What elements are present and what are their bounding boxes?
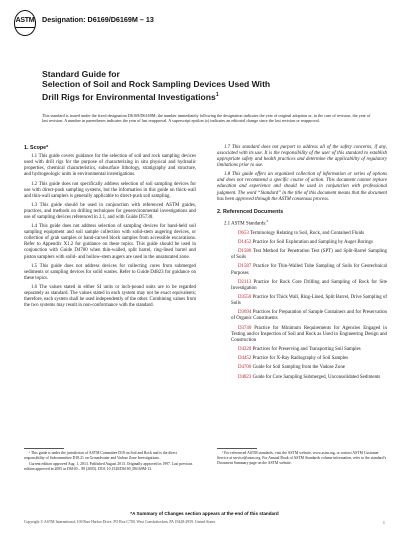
reference-item <box>217 295 387 307</box>
astm-logo <box>14 10 36 36</box>
title-block <box>42 69 372 102</box>
left-column <box>24 145 196 312</box>
reference-title: Practices for Preparation of Sample Containers and for Preservation of Organic Constituents <box>231 310 387 322</box>
reference-item <box>217 310 387 322</box>
reference-code-link[interactable]: D4220 <box>238 346 252 352</box>
reference-code-link[interactable]: D653 <box>238 230 249 236</box>
reference-code-link[interactable]: D4700 <box>238 365 252 371</box>
reference-title: Guide for Core Sampling Submerged, Unconsolidated Sediments <box>252 374 381 380</box>
reference-item <box>217 280 387 292</box>
scope-paragraph: 1.3 This guide should be used in conjunction with referenced ASTM guides, practices, and methods on drilling techniques for geoenvironmental investigations and use of sampling devices referenced in 2.1, and with Guide D5730. <box>24 202 196 221</box>
references-heading: 2. Referenced Documents <box>217 208 284 215</box>
reference-title: Test Method for Penetration Test (SPT) and Split-Barrel Sampling of Soils <box>231 249 387 261</box>
footnote: ² For referenced ASTM standards, visit the ASTM website, www.astm.org, or contact ASTM Customer Service at service@astm.org. For Annual Book of ASTM Standards volume information, refer to the standard’s Document Summary page on the ASTM website. <box>217 451 387 465</box>
title-footnote-mark: 1 <box>215 91 219 98</box>
reference-item <box>217 365 387 371</box>
reference-item <box>217 356 387 362</box>
footnote: ¹ This guide is under the jurisdiction of ASTM Committee D18 on Soil and Rock and is the direct responsibility of Subcommittee D18.21 on Groundwater and Vadose Zone Investigations. <box>24 451 178 460</box>
scope-paragraph: 1.1 This guide covers guidance for the selection of soil and rock sampling devices used with drill rigs for the purpose of characterizing in situ physical and hydraulic properties, chemical characteristics, subsurface lithology, stratigraphy and structure, and hydrogeologic units in environmental investigations. <box>24 154 196 178</box>
scope-paragraph: 1.4 This guide does not address selection of sampling devices for hand-held soil sampling equipment and soil sample collection with solid-stem augering devices, or collection of grab samples or hand-carved block samples from accessible excavations. Refer to Appendix X1.2 for guidance on these topics. This guide should be used in conjunction with Guide D4700 when thin-walled, split barrel, ring-lined barrel and piston samplers with solid- and hollow-stem augers are used in the unsaturated zone. <box>24 224 196 260</box>
reference-item <box>217 375 387 381</box>
footnote: Current edition approved Aug. 1, 2013. Published August 2013. Originally approved in 1997. Last previous edition approved in 2005 as D6169 – 98 (2005). DOI: 10.1520/D6169_D6169M-13. <box>24 461 193 471</box>
reference-title: Practice for Thin-Walled Tube Sampling of Soils for Geotechnical Purposes <box>231 264 387 276</box>
reference-code-link[interactable]: D1452 <box>238 239 252 245</box>
reference-item <box>217 240 387 246</box>
footnotes-left <box>24 451 196 472</box>
right-column <box>217 145 387 384</box>
reference-code-link[interactable]: D4452 <box>238 356 252 362</box>
title-line-2: Drill Rigs for Environmental Investigations$^1$ <box>42 91 219 102</box>
reference-item <box>217 264 387 276</box>
reference-code-link[interactable]: D3550 <box>238 295 252 301</box>
reference-code-link[interactable]: D3694 <box>238 310 252 316</box>
reference-list <box>217 231 387 381</box>
reference-title: Practice for Thick Wall, Ring-Lined, Split Barrel, Drive Sampling of Soils <box>231 295 387 307</box>
reference-item <box>217 231 387 237</box>
reference-title: Practice for Rock Core Drilling and Sampling of Rock for Site Investigation <box>231 279 387 291</box>
footnote-rule-right <box>217 448 257 449</box>
reference-code-link[interactable]: D4823 <box>238 374 252 380</box>
scope-paragraph: 1.2 This guide does not specifically address selection of soil sampling devices for use with direct-push sampling systems, but the information in this guide on thick-wall and thin-wall samplers is generally applicable to direct-push soil sampling. <box>24 181 196 199</box>
page-number: 1 <box>382 520 385 525</box>
reference-code-link[interactable]: D3740 <box>238 325 252 331</box>
reference-code-link[interactable]: D1586 <box>238 249 252 255</box>
reference-title: Terminology Relating to Soil, Rock, and Contained Fluids <box>250 230 365 236</box>
footnotes-right <box>217 451 387 466</box>
designation: Designation: D6169/D6169M – 13 <box>42 15 154 24</box>
reference-code-link[interactable]: D2113 <box>238 279 252 285</box>
summary-of-changes-note: *A Summary of Changes section appears at the end of this standard <box>130 511 279 516</box>
reference-item <box>217 347 387 353</box>
reference-title: Practice for Minimum Requirements for Agencies Engaged in Testing and/or Inspection of Soil and Rock as Used in Engineering Design and Construction <box>231 325 387 343</box>
scope-paragraph: 1.6 The values stated in either SI units or inch-pound units are to be regarded separately as standard. The values stated in each system may not be exact equivalents; therefore, each system shall be used independently of the other. Combining values from the two systems may result in non-conformance with the standard. <box>24 285 196 309</box>
logo-text: ASTM <box>15 17 35 24</box>
reference-title: Practice for X-Ray Radiography of Soil Samples <box>252 356 349 362</box>
reference-title: Practice for Soil Exploration and Sampling by Auger Borings <box>252 239 373 245</box>
safety-paragraph: 1.7 This standard does not purport to address all of the safety concerns, if any, associated with its use. It is the responsibility of the user of this standard to establish appropriate safety and health practices and determine the applicability of regulatory limitations prior to use. <box>217 145 387 169</box>
reference-title: Practices for Preserving and Transporting Soil Samples <box>252 346 361 352</box>
scope-paragraph: 1.5 This guide does not address devices for collecting cores from submerged sediments or sampling devices for solid wastes. Refer to Guide D4823 for guidance on these topics. <box>24 263 196 281</box>
references-subheading: 2.1 ASTM Standards:$^2$ <box>224 218 269 227</box>
title-line-1: Selection of Soil and Rock Sampling Devices Used With <box>42 79 271 90</box>
issued-note: This standard is issued under the fixed designation D6169/D6169M; the number immediately following the designation indicates the year of original adoption or, in the case of revision, the year of last revision. A number in parentheses indicates the year of last reapproval. A superscript epsilon (ε) indicates an editorial change since the last revision or reapproval. <box>42 113 371 124</box>
guide-paragraph: 1.8 This guide offers an organized collection of information or series of options and does not recommend a specific course of action. This document cannot replace education and experience and should be used in conjunction with professional judgment. The word “Standard” in the title of this document means that the document has been approved through the ASTM consensus process. <box>217 172 387 202</box>
reference-item <box>217 249 387 261</box>
title-standard-guide: Standard Guide for <box>42 69 120 79</box>
reference-title: Guide for Soil Sampling from the Vadose Zone <box>252 365 345 371</box>
footnote-rule-left <box>24 448 64 449</box>
reference-item <box>217 326 387 344</box>
reference-code-link[interactable]: D1587 <box>238 264 252 270</box>
scope-heading: 1. Scope* <box>24 145 49 151</box>
copyright: Copyright © ASTM International, 100 Barr Harbor Drive, PO Box C700, West Conshohocken, PA 19428-2959. United States <box>24 520 216 524</box>
